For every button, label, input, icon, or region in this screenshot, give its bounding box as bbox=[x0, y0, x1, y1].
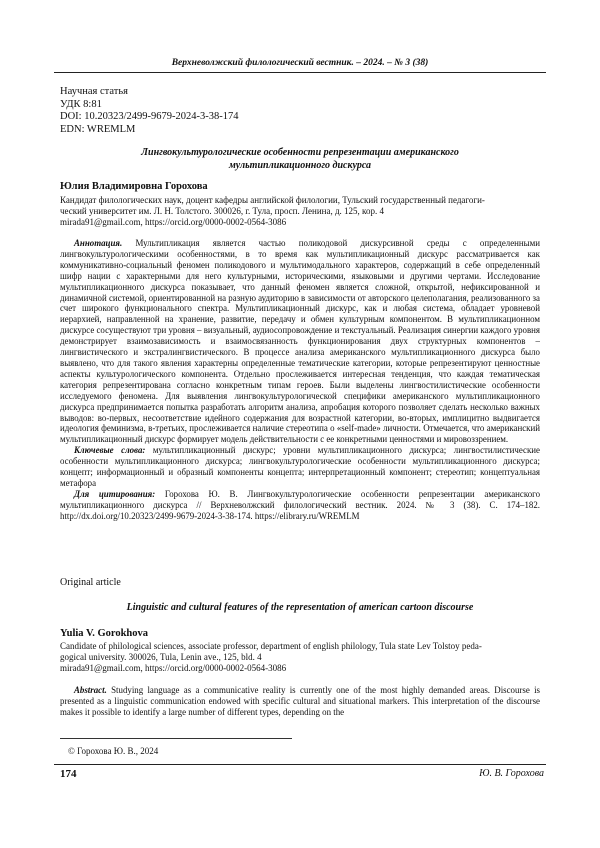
ru-citation-label: Для цитирования: bbox=[74, 488, 156, 499]
ru-affiliation bbox=[60, 195, 540, 228]
ru-abstract bbox=[60, 238, 540, 445]
ru-abstract-label: Аннотация. bbox=[74, 238, 123, 248]
ru-citation-text[interactable]: Горохова Ю. В. Лингвокультурологические особенности репрезентации американского мультипликационного дискурса // Верхневолжский филологический вестник. 2024. № 3 (38). С. 174–182. http://dx.doi.org/10.20323/2499-9679-2024-3-38-174. https://elibrary.ru/WREMLM bbox=[60, 488, 541, 521]
en-affil-line3[interactable]: mirada91@gmail.com, https://orcid.org/0000-0002-0564-3086 bbox=[60, 663, 287, 673]
en-title: Linguistic and cultural features of the representation of american cartoon discourse bbox=[126, 602, 474, 613]
footer-author: Ю. В. Горохова bbox=[479, 768, 544, 779]
footer-divider bbox=[54, 764, 546, 765]
ru-affil-line1: Кандидат филологических наук, доцент кафедры английской филологии, Тульский государственный педагоги- bbox=[60, 195, 485, 205]
page-number: 174 bbox=[60, 768, 77, 780]
ru-author: Юлия Владимировна Горохова bbox=[60, 181, 208, 192]
article-meta bbox=[60, 86, 238, 136]
ru-title-line1: Лингвокультурологические особенности репрезентации американского bbox=[141, 147, 459, 158]
footnote-divider bbox=[60, 738, 292, 739]
en-author: Yulia V. Gorokhova bbox=[60, 628, 149, 639]
running-header: Верхневолжский филологический вестник. – 2024. – № 3 (38) bbox=[171, 58, 429, 68]
udk: УДК 8:81 bbox=[60, 98, 102, 110]
en-affil-line2: gogical university. 300026, Tula, Lenin ave., 125, bld. 4 bbox=[60, 652, 262, 662]
ru-affil-line3[interactable]: mirada91@gmail.com, https://orcid.org/0000-0002-0564-3086 bbox=[60, 217, 287, 227]
header-divider bbox=[54, 72, 546, 73]
ru-title bbox=[60, 147, 540, 172]
ru-keywords-text: мультипликационный дискурс; уровни мультипликационного дискурса; лингвостилистические особенности мультипликационного дискурса; лингвокультурологические особенности мультипликационного дискурса; концепт; информационный и образный компоненты концепта; интерпретационный компонент; стереотип; концептуальная метафора bbox=[60, 445, 540, 488]
ru-keywords bbox=[60, 445, 540, 489]
ru-abstract-text: Мультипликация является частью поликодовой дискурсивной среды с определенными лингвокультурологическими особенностями, в то время как мультипликационный дискурс рассматривается как коммуникативно-социальный феномен поликодового и мультимодального характеров, содержащий в себе определенный шифр нации с характерными для него культурными, историческими, языковыми и другими чертами. Исследование мультипликационного дискурса показывает, что данный феномен является сложной, открытой, нефиксированной и динамичной системой, ориентированной на разную аудиторию в зависимости от авторского целеполагания, реализованного за счет широкого функционального спектра. Мультипликационный дискурс, как и любая система, обладает уровневой иерархией, направленной на хранение, развитие, передачу и обмен культурным компонентом. В мультипликационном дискурсе сосуществуют три уровня – визуальный, аудиосопровождение и текстуальный. Реализация синергии каждого уровня демонстрирует взаимозависимость и взаимосвязанность функционирования двух структурных компонентов – лингвистического и экстралингвистического. В процессе анализа американского мультипликационного дискурса было выявлено, что для такого явления характерны определенные тематические категории, которые репрезентируют ценностные аспекты культурологического компонента. Отдельно прослеживается интересная тенденция, что каждая тематическая категория репрезентирована согласно конкретным типам героев. Были выделены лингвостилистические особенности исследуемого феномена. Для выявления лингвокультурологической специфики американского мультипликационного дискурса предпринимается попытка разработать алгоритм анализа, апробация которого позволяет сделать несколько важных выводов: во-первых, несоответствие идейного содержания для возрастной категории, во-вторых, имплицитно выдвигается идеология феминизма, в-третьих, прослеживается наличие стереотипа о «self-made» личности. Отмечается, что американский мультипликационный дискурс формирует модель действительности с ее конкретными ценностями и мировоззрением. bbox=[60, 238, 540, 445]
ru-abstract-block bbox=[60, 238, 540, 522]
ru-affil-line2: ческий университет им. Л. Н. Толстого. 300026, г. Тула, просп. Ленина, д. 125, кор. 4 bbox=[60, 206, 384, 216]
en-affil-line1: Candidate of philological sciences, associate professor, department of english philology, Tula state Lev Tolstoy peda- bbox=[60, 641, 482, 651]
en-article-type: Original article bbox=[60, 577, 121, 588]
ru-keywords-label: Ключевые слова: bbox=[74, 445, 146, 456]
en-affiliation bbox=[60, 641, 540, 674]
copyright-footnote: © Горохова Ю. В., 2024 bbox=[68, 746, 159, 756]
doi[interactable]: DOI: 10.20323/2499-9679-2024-3-38-174 bbox=[60, 111, 239, 122]
edn: EDN: WREMLM bbox=[60, 123, 136, 135]
en-abstract-text: Studying language as a communicative reality is currently one of the most highly demanded areas. Discourse is presented as a linguistic communication endowed with specific cultural and situational markers. This interpretation of the discourse makes it possible to identify a large number of different types, depending on the bbox=[60, 685, 541, 717]
en-abstract bbox=[60, 685, 540, 718]
ru-title-line2: мультипликационного дискурса bbox=[228, 159, 372, 171]
article-type: Научная статья bbox=[60, 86, 128, 97]
ru-citation bbox=[60, 489, 540, 522]
en-abstract-label: Abstract. bbox=[74, 685, 107, 695]
